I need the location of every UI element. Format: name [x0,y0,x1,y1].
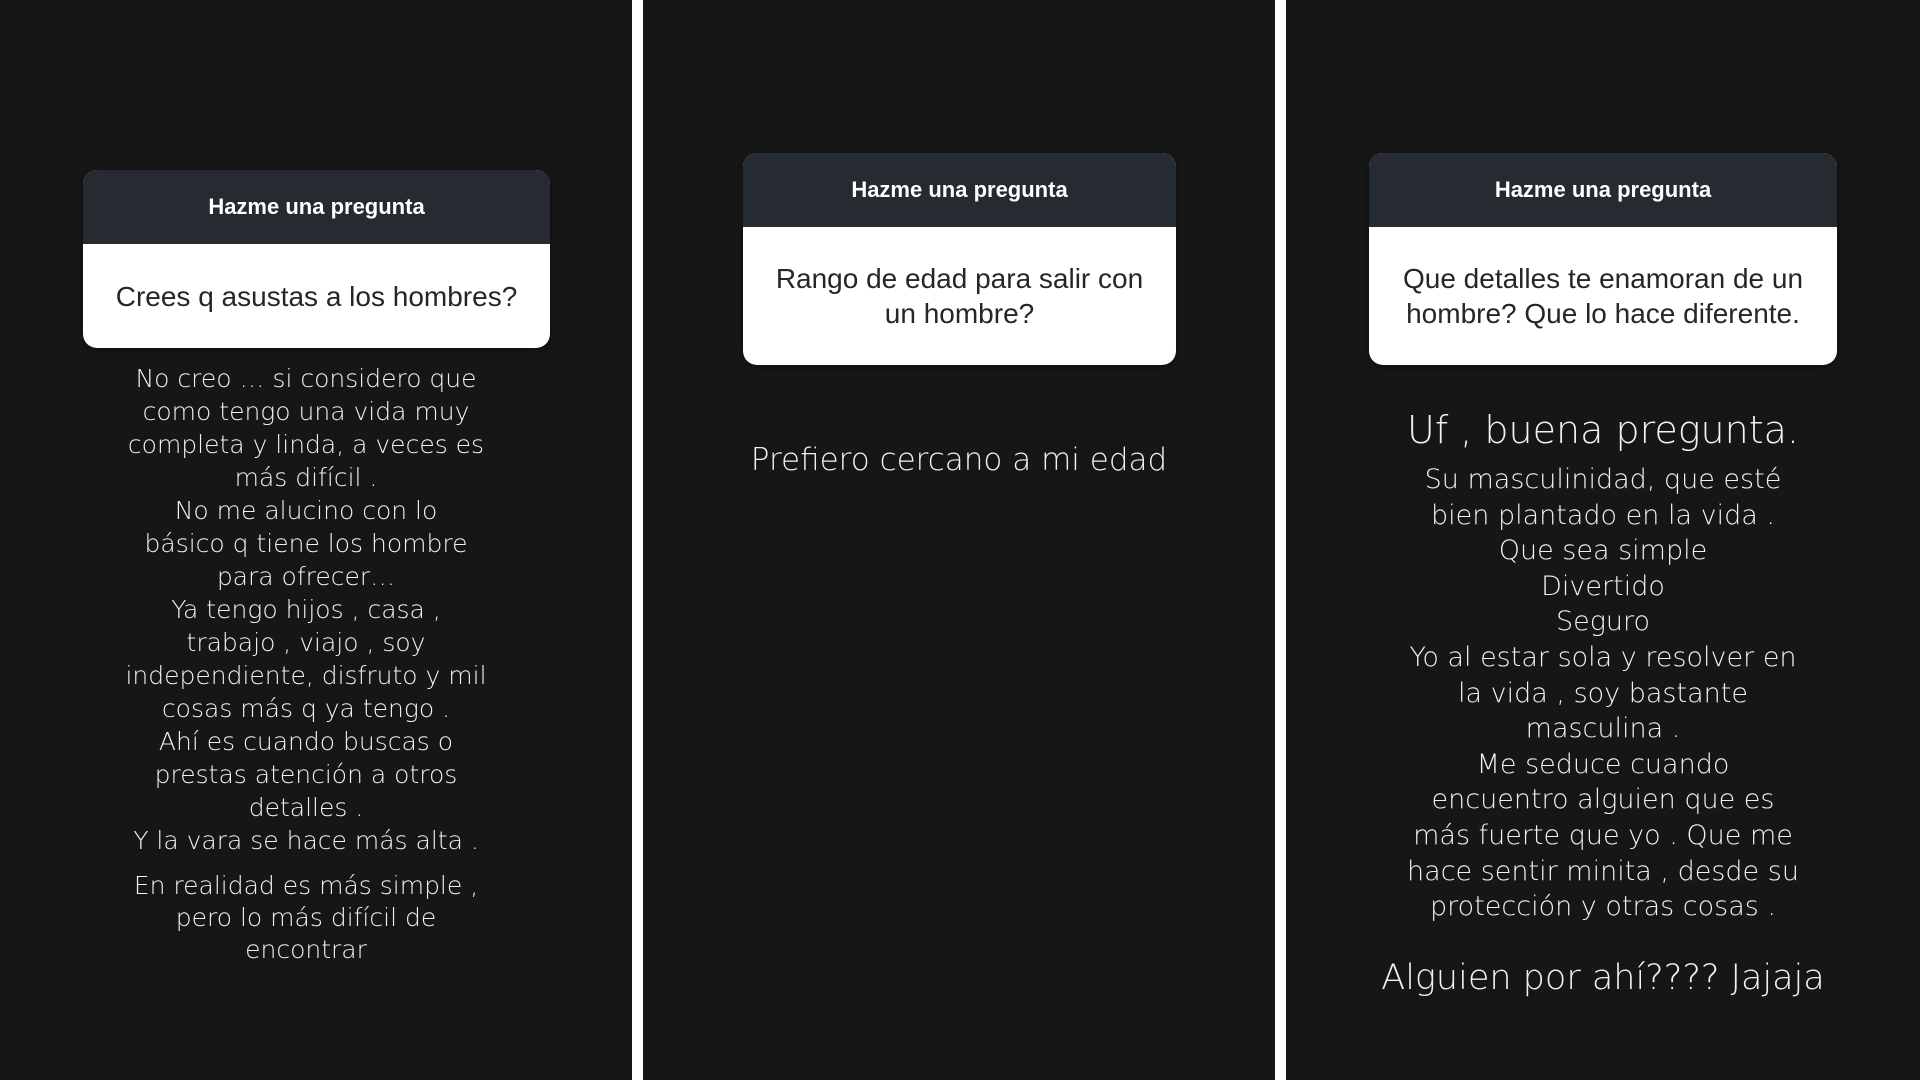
question-sticker-header: Hazme una pregunta [83,170,550,244]
answer-text: Prefiero cercano a mi edad [750,442,1168,478]
question-sticker-header: Hazme una pregunta [743,153,1176,227]
answer-text-conclusion: En realidad es más simple , pero lo más difícil de encontrar [133,871,479,964]
story-panel-2 [643,0,1275,1080]
question-sticker [743,153,1176,365]
question-text: Crees q asustas a los hombres? [115,280,518,312]
question-sticker [83,170,550,348]
story-panel-1 [0,0,632,1080]
question-sticker-header: Hazme una pregunta [1369,153,1837,227]
answer-closing: Alguien por ahí???? Jajaja [1381,958,1825,998]
question-text: Que detalles te enamoran de un hombre? Que lo hace diferente. [1402,263,1804,329]
story-panel-3 [1286,0,1920,1080]
answer-text: Su masculinidad, que esté bien plantado en la vida . Que sea simple Divertido Seguro Yo al estar sola y resolver en la vida , soy bastante masculina . Me seduce cuando encuentro alguien que es más fuerte que yo . Que me hace sentir minita , desde su protección y otras cosas . [1407,464,1799,923]
question-text: Rango de edad para salir con un hombre? [775,263,1144,329]
answer-text: No creo … si considero que como tengo una vida muy completa y linda, a veces es más difícil . No me alucino con lo básico q tiene los hombre para ofrecer… Ya tengo hijos , casa , trabajo , viajo , soy independiente, disfruto y mil cosas más q ya tengo . Ahí es cuando buscas o prestas atención a otros detalles . Y la vara se hace más alta . [125,364,487,855]
question-sticker [1369,153,1837,365]
answer-headline: Uf , buena pregunta. [1407,408,1799,452]
